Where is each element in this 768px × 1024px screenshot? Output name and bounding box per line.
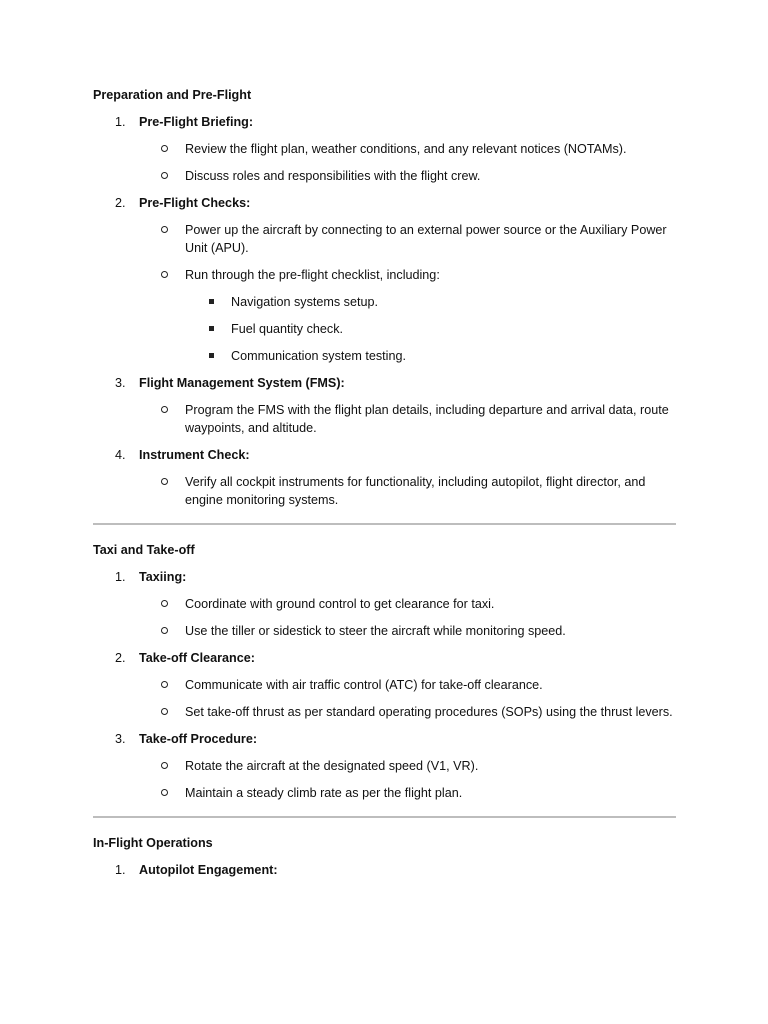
hollow-circle-bullet-icon <box>161 708 168 715</box>
step-list <box>93 568 676 802</box>
nested-item <box>185 347 676 365</box>
sub-item-text: Rotate the aircraft at the designated speed (V1, VR). <box>185 759 479 773</box>
sub-item-text: Coordinate with ground control to get clearance for taxi. <box>185 597 495 611</box>
step-title: Autopilot Engagement: <box>139 863 278 877</box>
hollow-circle-bullet-icon <box>161 271 168 278</box>
section-title: Preparation and Pre-Flight <box>93 88 252 102</box>
hollow-circle-bullet-icon <box>161 145 168 152</box>
sub-item-text: Power up the aircraft by connecting to an external power source or the Auxiliary Power Unit (APU). <box>185 223 667 255</box>
sub-list <box>93 473 676 509</box>
step-number: 2. <box>115 196 126 210</box>
hollow-circle-bullet-icon <box>161 789 168 796</box>
step-heading <box>93 374 676 392</box>
sub-item <box>93 595 676 613</box>
step-number: 4. <box>115 448 126 462</box>
sub-item-text: Review the flight plan, weather conditions, and any relevant notices (NOTAMs). <box>185 142 627 156</box>
sub-item <box>93 167 676 185</box>
sub-list <box>93 401 676 437</box>
step-heading <box>93 861 676 879</box>
hollow-circle-bullet-icon <box>161 600 168 607</box>
nested-item-text: Navigation systems setup. <box>231 295 378 309</box>
section-title: In-Flight Operations <box>93 836 213 850</box>
step-item <box>93 446 676 509</box>
sub-item <box>93 401 676 437</box>
section-taxi-takeoff <box>93 541 676 802</box>
step-title: Flight Management System (FMS): <box>139 376 345 390</box>
sub-item-text: Communicate with air traffic control (ATC) for take-off clearance. <box>185 678 543 692</box>
sub-item <box>93 676 676 694</box>
hollow-circle-bullet-icon <box>161 681 168 688</box>
hollow-circle-bullet-icon <box>161 226 168 233</box>
nested-list <box>185 293 676 365</box>
hollow-circle-bullet-icon <box>161 478 168 485</box>
hollow-circle-bullet-icon <box>161 627 168 634</box>
sub-item-text: Maintain a steady climb rate as per the flight plan. <box>185 786 463 800</box>
sub-item-text: Verify all cockpit instruments for functionality, including autopilot, flight director, and engine monitoring systems. <box>185 475 646 507</box>
step-heading <box>93 446 676 464</box>
sub-list <box>93 757 676 802</box>
step-item <box>93 861 676 879</box>
nested-item-text: Communication system testing. <box>231 349 406 363</box>
sub-item-text: Set take-off thrust as per standard operating procedures (SOPs) using the thrust levers. <box>185 705 673 719</box>
sub-item <box>93 140 676 158</box>
step-item <box>93 568 676 640</box>
step-number: 3. <box>115 732 126 746</box>
step-heading <box>93 194 676 212</box>
sub-list <box>93 595 676 640</box>
sub-item <box>93 622 676 640</box>
step-heading <box>93 113 676 131</box>
section-in-flight <box>93 834 676 879</box>
sub-item-text: Program the FMS with the flight plan details, including departure and arrival data, route waypoints, and altitude. <box>185 403 669 435</box>
sub-list <box>93 140 676 185</box>
sub-item-text: Use the tiller or sidestick to steer the aircraft while monitoring speed. <box>185 624 566 638</box>
nested-item <box>185 320 676 338</box>
hollow-circle-bullet-icon <box>161 406 168 413</box>
step-heading <box>93 730 676 748</box>
section-title: Taxi and Take-off <box>93 543 195 557</box>
sub-list <box>93 221 676 365</box>
step-item <box>93 113 676 185</box>
sub-item <box>93 473 676 509</box>
step-number: 1. <box>115 570 126 584</box>
square-bullet-icon <box>209 326 214 331</box>
sub-list <box>93 676 676 721</box>
step-item <box>93 649 676 721</box>
hollow-circle-bullet-icon <box>161 762 168 769</box>
step-heading <box>93 568 676 586</box>
step-heading <box>93 649 676 667</box>
step-title: Pre-Flight Checks: <box>139 196 251 210</box>
square-bullet-icon <box>209 353 214 358</box>
sub-item <box>93 757 676 775</box>
step-number: 2. <box>115 651 126 665</box>
step-title: Take-off Clearance: <box>139 651 255 665</box>
step-list <box>93 861 676 879</box>
sub-item <box>93 703 676 721</box>
step-title: Instrument Check: <box>139 448 250 462</box>
horizontal-rule-divider <box>93 816 676 818</box>
sub-item-text: Run through the pre-flight checklist, including: <box>185 268 440 282</box>
step-item <box>93 374 676 437</box>
step-number: 1. <box>115 863 126 877</box>
step-title: Taxiing: <box>139 570 187 584</box>
step-item <box>93 194 676 365</box>
step-item <box>93 730 676 802</box>
sub-item <box>93 266 676 365</box>
nested-item <box>185 293 676 311</box>
sub-item-text: Discuss roles and responsibilities with the flight crew. <box>185 169 481 183</box>
nested-item-text: Fuel quantity check. <box>231 322 344 336</box>
step-number: 1. <box>115 115 126 129</box>
hollow-circle-bullet-icon <box>161 172 168 179</box>
square-bullet-icon <box>209 299 214 304</box>
step-title: Pre-Flight Briefing: <box>139 115 254 129</box>
sub-item <box>93 784 676 802</box>
step-number: 3. <box>115 376 126 390</box>
horizontal-rule-divider <box>93 523 676 525</box>
step-list <box>93 113 676 509</box>
step-title: Take-off Procedure: <box>139 732 258 746</box>
section-preparation <box>93 86 676 509</box>
sub-item <box>93 221 676 257</box>
